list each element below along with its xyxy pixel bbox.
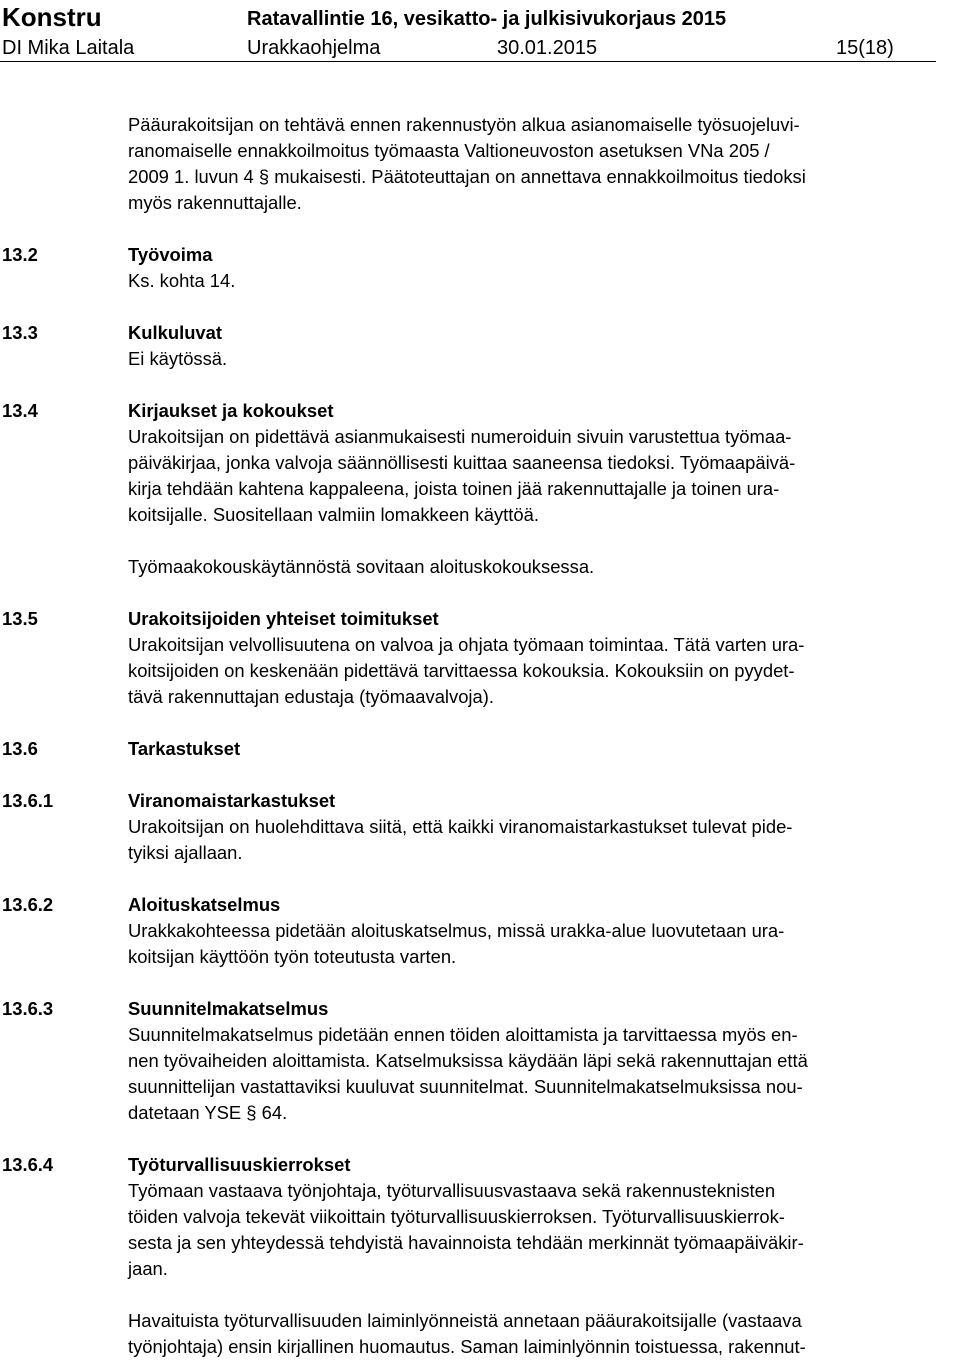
text-line: työnjohtaja) ensin kirjallinen huomautus. Saman laiminlyönnin toistuessa, rakennut-	[128, 1336, 806, 1357]
section-text	[128, 424, 940, 528]
text-line: Urakoitsijan on huolehdittava siitä, että kaikki viranomaistarkastukset tulevat pide-	[128, 816, 793, 837]
section-title: Tarkastukset	[128, 738, 241, 759]
text-line: koitsijoiden on keskenään pidettävä tarvittaessa kokouksia. Kokouksiin on pyydet-	[128, 660, 795, 681]
text-line: Suunnitelmakatselmus pidetään ennen töiden aloittamista ja tarvittaessa myös en-	[128, 1024, 798, 1045]
text-line: tävä rakennuttajan edustaja (työmaavalvoja).	[128, 686, 494, 707]
text-line: Työmaan vastaava työnjohtaja, työturvallisuusvastaava sekä rakennusteknisten	[128, 1180, 776, 1201]
intro-paragraph	[128, 112, 940, 216]
text-line: Urakoitsijan velvollisuutena on valvoa ja ohjata työmaan toimintaa. Tätä varten ura-	[128, 634, 805, 655]
section-extra-text	[128, 1308, 940, 1360]
section-number: 13.4	[2, 400, 38, 421]
company-name: Konstru	[2, 2, 102, 32]
section-text	[128, 632, 940, 710]
text-line: koitsijan käyttöön työn toteutusta varten.	[128, 946, 457, 967]
text-line: 2009 1. luvun 4 § mukaisesti. Päätoteuttajan on annettava ennakkoilmoitus tiedoksi	[128, 166, 806, 187]
section-text	[128, 814, 940, 866]
document-type: Urakkaohjelma	[247, 37, 381, 59]
section-title: Aloituskatselmus	[128, 894, 281, 915]
page-number: 15(18)	[836, 37, 894, 59]
section-number: 13.6.1	[2, 790, 54, 811]
text-line: myös rakennuttajalle.	[128, 192, 302, 213]
section-text	[128, 918, 940, 970]
text-line: Urakkakohteessa pidetään aloituskatselmus, missä urakka-alue luovutetaan ura-	[128, 920, 785, 941]
section-title: Kirjaukset ja kokoukset	[128, 400, 334, 421]
text-line: suunnittelijan vastattaviksi kuuluvat suunnitelmat. Suunnitelmakatselmuksissa nou-	[128, 1076, 803, 1097]
section-title: Työturvallisuuskierrokset	[128, 1154, 351, 1175]
text-line: ranomaiselle ennakkoilmoitus työmaasta Valtioneuvoston asetuksen VNa 205 /	[128, 140, 770, 161]
text-line: töiden valvoja tekevät viikoittain työturvallisuuskierroksen. Työturvallisuuskierrok-	[128, 1206, 785, 1227]
text-line: koitsijalle. Suositellaan valmiin lomakkeen käyttöä.	[128, 504, 539, 525]
section-number: 13.5	[2, 608, 38, 629]
text-line: tyiksi ajallaan.	[128, 842, 243, 863]
text-line: jaan.	[128, 1258, 168, 1279]
section-number: 13.3	[2, 322, 38, 343]
text-line: Urakoitsijan on pidettävä asianmukaisesti numeroiduin sivuin varustettua työmaa-	[128, 426, 792, 447]
section-13-6-1	[0, 788, 960, 866]
header-divider	[0, 61, 936, 62]
page-header	[0, 0, 936, 62]
section-13-6-2	[0, 892, 960, 970]
section-13-6	[0, 736, 960, 762]
section-13-4	[0, 398, 960, 580]
section-title: Kulkuluvat	[128, 322, 223, 343]
text-line: sesta ja sen yhteydessä tehdyistä havainnoista tehdään merkinnät työmaapäiväkir-	[128, 1232, 804, 1253]
section-number: 13.6.4	[2, 1154, 54, 1175]
section-text: Ei käytössä.	[128, 348, 228, 369]
section-text	[128, 1022, 940, 1126]
section-title: Urakoitsijoiden yhteiset toimitukset	[128, 608, 439, 629]
section-number: 13.2	[2, 244, 38, 265]
author-name: DI Mika Laitala	[2, 37, 135, 59]
document-body	[0, 112, 960, 1360]
document-date: 30.01.2015	[497, 37, 598, 59]
section-13-6-4	[0, 1152, 960, 1360]
section-title: Viranomaistarkastukset	[128, 790, 336, 811]
text-line: Pääurakoitsijan on tehtävä ennen rakennustyön alkua asianomaiselle työsuojeluvi-	[128, 114, 800, 135]
section-text: Ks. kohta 14.	[128, 270, 236, 291]
section-number: 13.6.2	[2, 894, 54, 915]
text-line: päiväkirjaa, jonka valvoja säännöllisesti kuittaa saaneensa tiedoksi. Työmaapäivä-	[128, 452, 796, 473]
section-13-6-3	[0, 996, 960, 1126]
text-line: nen työvaiheiden aloittamista. Katselmuksissa käydään läpi sekä rakennuttajan että	[128, 1050, 808, 1071]
text-line: Havaituista työturvallisuuden laiminlyönneistä annetaan pääurakoitsijalle (vastaava	[128, 1310, 802, 1331]
section-text	[128, 1178, 940, 1282]
project-title: Ratavallintie 16, vesikatto- ja julkisivukorjaus 2015	[247, 8, 727, 30]
section-13-3	[0, 320, 960, 372]
text-line: kirja tehdään kahtena kappaleena, joista toinen jää rakennuttajalle ja toinen ura-	[128, 478, 780, 499]
section-title: Suunnitelmakatselmus	[128, 998, 329, 1019]
section-extra-text: Työmaakokouskäytännöstä sovitaan aloituskokouksessa.	[128, 556, 595, 577]
section-13-2	[0, 242, 960, 294]
section-number: 13.6.3	[2, 998, 54, 1019]
section-number: 13.6	[2, 738, 38, 759]
text-line: datetaan YSE § 64.	[128, 1102, 288, 1123]
section-title: Työvoima	[128, 244, 213, 265]
section-13-5	[0, 606, 960, 710]
